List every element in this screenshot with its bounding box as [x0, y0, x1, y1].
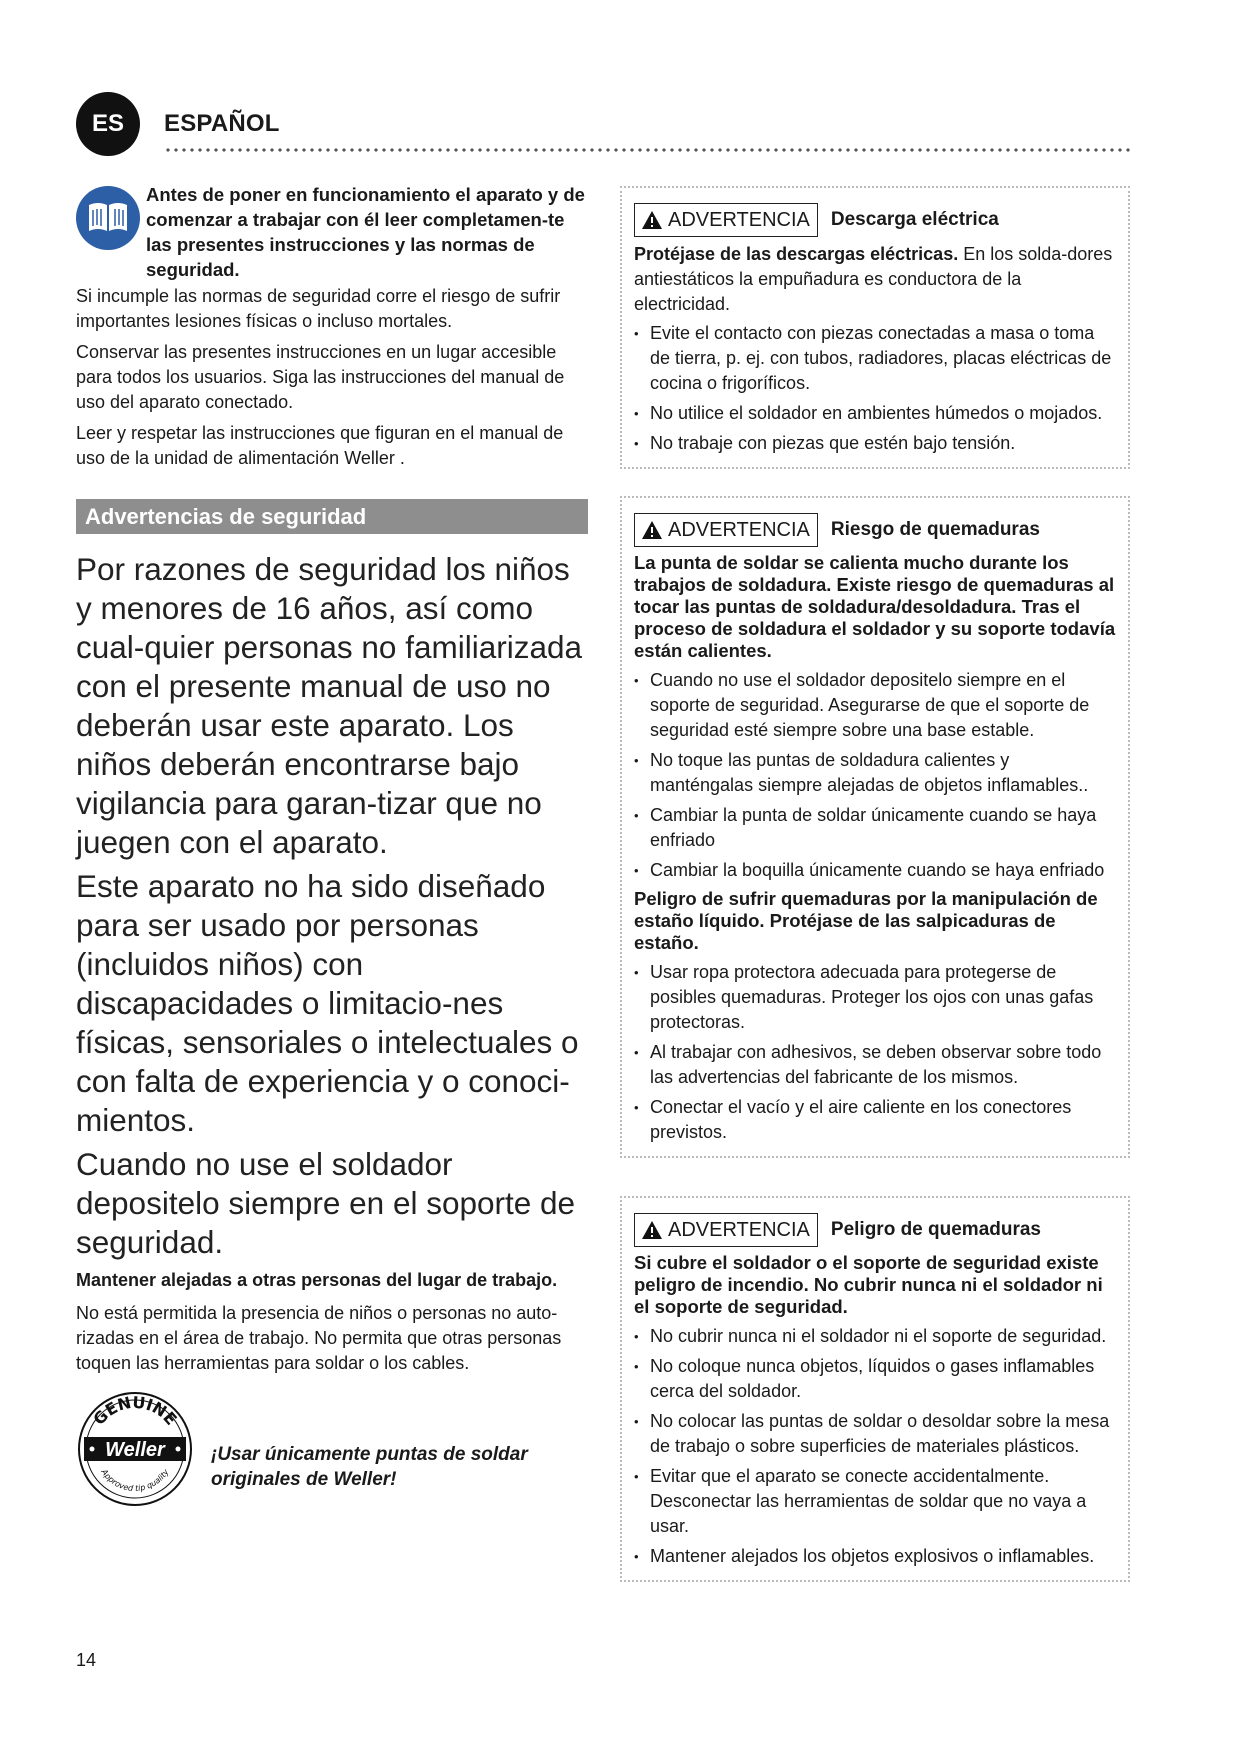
warning-badge-label: ADVERTENCIA: [668, 518, 810, 541]
warning-lead-bold: Protéjase de las descargas eléctricas.: [634, 244, 959, 264]
warning-lead-bold: Si cubre el soldador o el soporte de seguridad existe peligro de incendio. No cubrir nunca ni el soldador ni el soporte de seguridad.: [634, 1252, 1103, 1317]
list-item: • No utilice el soldador en ambientes húmedos o mojados.: [634, 401, 1116, 426]
warning-header: [634, 512, 1116, 548]
warning-triangle-icon: [641, 210, 663, 230]
warning-triangle-icon: [641, 520, 663, 540]
warning-header: [634, 202, 1116, 238]
list-item: • No coloque nunca objetos, líquidos o gases inflamables cerca del soldador.: [634, 1354, 1116, 1404]
warning-topic: Descarga eléctrica: [830, 209, 999, 230]
warning-sub-bold: Peligro de sufrir quemaduras por la manipulación de estaño líquido. Protéjase de las salpicaduras de estaño.: [634, 888, 1098, 953]
list-item: • Mantener alejados los objetos explosivos o inflamables.: [634, 1544, 1116, 1569]
list-item: • Usar ropa protectora adecuada para protegerse de posibles quemaduras. Proteger los ojos con unas gafas protectoras.: [634, 960, 1116, 1035]
warning-lead-rest: En los solda-dores antiestáticos la empuñadura es conductora de la electricidad.: [634, 244, 1113, 314]
list-item: • Evitar que el aparato se conecte accidentalmente. Desconectar las herramientas de soldar que no vaya a usar.: [634, 1464, 1116, 1539]
list-item: • Conectar el vacío y el aire caliente en los conectores previstos.: [634, 1095, 1116, 1145]
warning-topic: Peligro de quemaduras: [830, 1219, 1042, 1240]
intro-block: [76, 182, 588, 284]
warning-list: [634, 668, 1116, 883]
paragraph: Leer y respetar las instrucciones que figuran en el manual de uso de la unidad de alimentación Weller .: [76, 423, 564, 468]
genuine-tips-block: [76, 1390, 588, 1520]
warning-badge-label: ADVERTENCIA: [668, 208, 810, 231]
language-badge: ES: [76, 92, 140, 156]
warning-list: [634, 321, 1116, 456]
warning-badge: [634, 203, 818, 237]
paragraph: Si incumple las normas de seguridad corre el riesgo de sufrir importantes lesiones físicas o incluso mortales.: [76, 286, 561, 331]
list-item: • Cambiar la boquilla únicamente cuando se haya enfriado: [634, 858, 1116, 883]
list-item: • No cubrir nunca ni el soldador ni el soporte de seguridad.: [634, 1324, 1116, 1349]
seal-brand-text: Weller: [105, 1439, 165, 1461]
warning-box-electric: [620, 186, 1130, 469]
list-item: • No toque las puntas de soldadura calientes y manténgalas siempre alejadas de objetos inflamables..: [634, 748, 1116, 798]
section-title: Advertencias de seguridad: [76, 499, 588, 534]
keep-away-text: No está permitida la presencia de niños o personas no auto-rizadas en el área de trabajo. No permita que otras personas toquen las herramientas para soldar o los cables.: [76, 1303, 562, 1373]
large-warning-text: Este aparato no ha sido diseñado para ser usado por personas (incluidos niños) con discapacidades o limitacio-nes físicas, sensoriales o intelectuales o con falta de experiencia y o conoci-mientos.: [76, 868, 579, 1138]
left-column: [76, 182, 588, 1520]
list-item: • Cuando no use el soldador depositelo siempre en el soporte de seguridad. Asegurarse de que el soporte de seguridad esté siempre sobre una base estable.: [634, 668, 1116, 743]
paragraph: Conservar las presentes instrucciones en un lugar accesible para todos los usuarios. Siga las instrucciones del manual de uso del aparato conectado.: [76, 342, 565, 412]
large-warning-text: Cuando no use el soldador depositelo siempre en el soporte de seguridad.: [76, 1146, 576, 1260]
warning-lead-bold: La punta de soldar se calienta mucho durante los trabajos de soldadura. Existe riesgo de quemaduras al tocar las puntas de soldadura/desoldadura. Tras el proceso de soldadura el soldador y su soporte todavía están calientes.: [634, 552, 1116, 661]
list-item: • Cambiar la punta de soldar únicamente cuando se haya enfriado: [634, 803, 1116, 853]
list-item: • No colocar las puntas de soldar o desoldar sobre la mesa de trabajo o sobre superficies de materiales plásticos.: [634, 1409, 1116, 1459]
warning-triangle-icon: [641, 1220, 663, 1240]
page-number: 14: [76, 1650, 97, 1670]
intro-bold-text: Antes de poner en funcionamiento el aparato y de comenzar a trabajar con él leer completamen-te las presentes instrucciones y las normas de seguridad.: [146, 184, 585, 280]
weller-genuine-seal: [76, 1390, 194, 1508]
warning-badge-label: ADVERTENCIA: [668, 1218, 810, 1241]
keep-away-heading: Mantener alejadas a otras personas del lugar de trabajo.: [76, 1270, 558, 1290]
warning-lead: [634, 242, 1116, 317]
genuine-tips-text: ¡Usar únicamente puntas de soldar originales de Weller!: [211, 1444, 528, 1490]
page-header: [76, 92, 1132, 162]
dotted-divider: [164, 147, 1132, 153]
warning-list: [634, 1324, 1116, 1569]
manual-book-icon: [76, 186, 140, 250]
warning-badge: [634, 513, 818, 547]
language-title: ESPAÑOL: [164, 110, 280, 137]
warning-box-burn-risk: [620, 496, 1130, 1158]
warning-box-fire-risk: [620, 1196, 1130, 1582]
warning-header: [634, 1212, 1116, 1248]
list-item: • No trabaje con piezas que estén bajo tensión.: [634, 431, 1116, 456]
large-warning-text: Por razones de seguridad los niños y menores de 16 años, así como cual-quier personas no familiarizada con el presente manual de uso no deberán usar este aparato. Los niños deberán encontrarse bajo vigilancia para garan-tizar que no juegen con el aparato.: [76, 551, 583, 860]
list-item: • Evite el contacto con piezas conectadas a masa o toma de tierra, p. ej. con tubos, radiadores, placas eléctricas de cocina o frigoríficos.: [634, 321, 1116, 396]
warning-topic: Riesgo de quemaduras: [830, 519, 1040, 540]
seal-top-text: GENUINE: [89, 1392, 181, 1429]
list-item: • Al trabajar con adhesivos, se deben observar sobre todo las advertencias del fabricante de los mismos.: [634, 1040, 1116, 1090]
seal-bottom-text: Approved tip quality: [99, 1467, 171, 1494]
warning-badge: [634, 1213, 818, 1247]
warning-list: [634, 960, 1116, 1145]
